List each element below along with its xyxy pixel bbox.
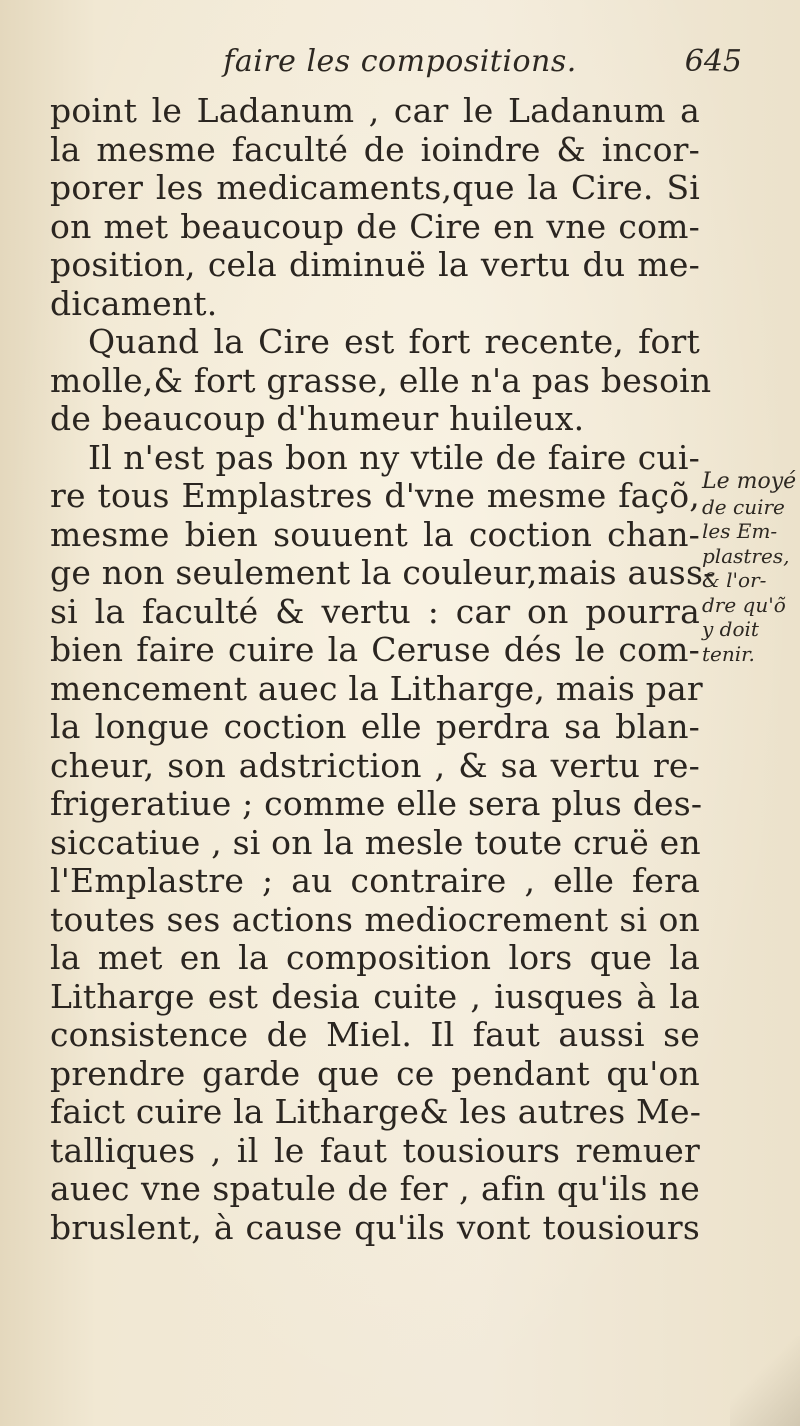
- text-line: faict cuire la Litharge& les autres Me-: [50, 1092, 702, 1131]
- text-line: mencement auec la Litharge, mais par: [50, 668, 703, 708]
- text-line: porer les medicaments,que la Cire. Si: [50, 168, 700, 207]
- text-line: auec vne spatule de fer , afin qu'ils ne: [50, 1169, 700, 1208]
- running-title: faire les compositions.: [223, 44, 577, 79]
- body-text: [50, 91, 715, 1247]
- text-line: la longue coction elle perdra sa blan-: [50, 707, 700, 746]
- text-line: molle,& fort grasse, elle n'a pas besoin: [50, 360, 712, 400]
- margin-note: [702, 470, 798, 666]
- page-corner-shadow: [730, 1336, 800, 1426]
- text-line: ge non seulement la couleur,mais auss-: [50, 553, 715, 592]
- margin-note-line: dre qu'õ: [702, 592, 786, 617]
- text-line: siccatiue , si on la mesle toute cruë en: [50, 822, 701, 862]
- text-line: talliques , il le faut tousiours remuer: [50, 1130, 700, 1170]
- text-line: la met en la composition lors que la: [50, 938, 700, 977]
- text-line: toutes ses actions mediocrement si on: [50, 899, 700, 939]
- text-line: de beaucoup d'humeur huileux.: [50, 399, 585, 438]
- margin-note-line: les Em-: [702, 519, 778, 543]
- margin-note-line: Le moyé: [702, 469, 797, 494]
- text-line: mesme bien souuent la coction chan-: [50, 514, 700, 554]
- text-line: la mesme faculté de ioindre & incor-: [50, 129, 700, 169]
- text-line: bruslent, à cause qu'ils vont tousiours: [50, 1207, 700, 1247]
- text-line: si la faculté & vertu : car on pourra: [50, 591, 700, 631]
- text-line: bien faire cuire la Ceruse dés le com-: [50, 630, 700, 669]
- page-number: 645: [684, 44, 742, 79]
- text-line: frigeratiue ; comme elle sera plus des-: [50, 784, 703, 823]
- text-line: dicament.: [50, 283, 218, 323]
- text-line: on met beaucoup de Cire en vne com-: [50, 206, 700, 246]
- text-line: Il n'est pas bon ny vtile de faire cui-: [88, 437, 700, 477]
- text-line: Quand la Cire est fort recente, fort: [88, 322, 700, 361]
- text-line: point le Ladanum , car le Ladanum a: [50, 91, 700, 130]
- text-line: cheur, son adstriction , & sa vertu re-: [50, 745, 700, 785]
- text-line: l'Emplastre ; au contraire , elle fera: [50, 861, 700, 900]
- margin-note-line: de cuire: [702, 494, 785, 519]
- text-line: re tous Emplastres d'vne mesme façõ,: [50, 476, 700, 515]
- text-line: position, cela diminuë la vertu du me-: [50, 245, 700, 284]
- running-head: [0, 44, 800, 84]
- text-line: prendre garde que ce pendant qu'on: [50, 1053, 700, 1093]
- margin-note-line: y doit: [702, 617, 759, 641]
- text-line: consistence de Miel. Il faut aussi se: [50, 1015, 700, 1054]
- margin-note-line: plastres,: [702, 543, 790, 568]
- text-line: Litharge est desia cuite , iusques à la: [50, 976, 700, 1016]
- margin-note-line: tenir.: [702, 641, 755, 666]
- margin-note-line: & l'or-: [702, 568, 767, 592]
